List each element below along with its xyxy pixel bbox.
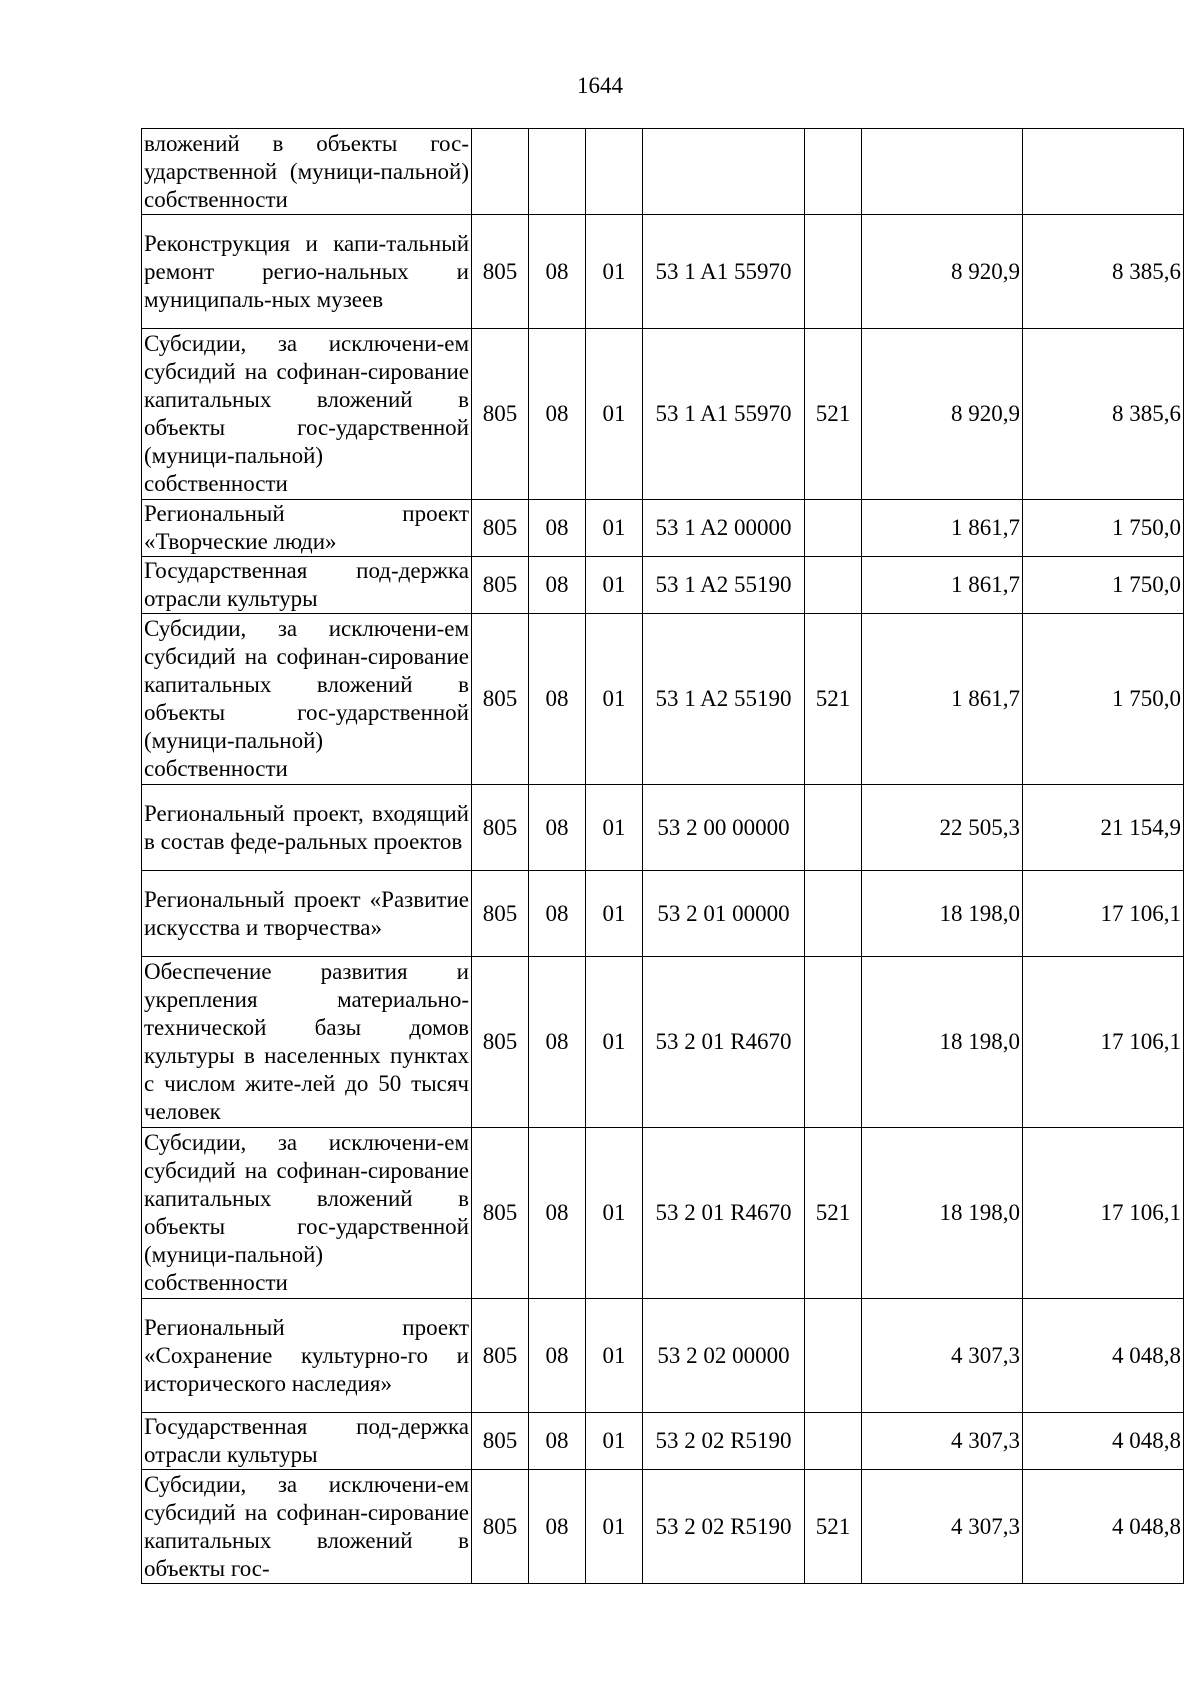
row-csr (643, 129, 805, 215)
row-pr: 01 (586, 329, 643, 500)
row-csr: 53 1 A2 55190 (643, 614, 805, 785)
row-vr (805, 500, 862, 557)
row-rz: 08 (529, 557, 586, 614)
row-sum-1: 18 198,0 (862, 871, 1023, 957)
table-row (142, 215, 1184, 329)
row-rz: 08 (529, 215, 586, 329)
row-rz (529, 129, 586, 215)
row-pr: 01 (586, 785, 643, 871)
row-name: Обеспечение развития и укрепления материально-технической базы домов культуры в населенных пунктах с числом жите-лей до 50 тысяч человек (142, 957, 472, 1128)
row-vr: 521 (805, 1128, 862, 1299)
row-rz: 08 (529, 871, 586, 957)
row-pr: 01 (586, 957, 643, 1128)
row-name: Субсидии, за исключени-ем субсидий на софинан-сирование капитальных вложений в объекты гос-ударственной (муници-пальной) собственности (142, 614, 472, 785)
row-sum-2 (1023, 129, 1184, 215)
row-name: Субсидии, за исключени-ем субсидий на софинан-сирование капитальных вложений в объекты гос- (142, 1470, 472, 1584)
row-rz: 08 (529, 1128, 586, 1299)
row-name: Региональный проект, входящий в состав феде-ральных проектов (142, 785, 472, 871)
row-sum-2: 1 750,0 (1023, 614, 1184, 785)
row-sum-1: 8 920,9 (862, 329, 1023, 500)
row-rz: 08 (529, 329, 586, 500)
row-sum-2: 17 106,1 (1023, 1128, 1184, 1299)
page-number: 1644 (577, 73, 623, 98)
row-ved: 805 (472, 1413, 529, 1470)
row-rz: 08 (529, 785, 586, 871)
row-pr: 01 (586, 614, 643, 785)
row-rz: 08 (529, 1470, 586, 1584)
row-vr (805, 129, 862, 215)
row-sum-2: 8 385,6 (1023, 215, 1184, 329)
row-name: Государственная под-держка отрасли культуры (142, 1413, 472, 1470)
row-csr: 53 2 02 R5190 (643, 1470, 805, 1584)
row-vr (805, 215, 862, 329)
row-ved (472, 129, 529, 215)
row-vr (805, 871, 862, 957)
table-row (142, 614, 1184, 785)
table-row (142, 1470, 1184, 1584)
row-vr: 521 (805, 614, 862, 785)
row-vr: 521 (805, 1470, 862, 1584)
row-pr: 01 (586, 500, 643, 557)
row-name: Государственная под-держка отрасли культуры (142, 557, 472, 614)
row-ved: 805 (472, 614, 529, 785)
row-ved: 805 (472, 871, 529, 957)
row-sum-2: 4 048,8 (1023, 1299, 1184, 1413)
row-sum-2: 8 385,6 (1023, 329, 1184, 500)
row-vr: 521 (805, 329, 862, 500)
row-vr (805, 957, 862, 1128)
row-sum-2: 1 750,0 (1023, 557, 1184, 614)
row-vr (805, 557, 862, 614)
row-ved: 805 (472, 957, 529, 1128)
row-sum-1: 22 505,3 (862, 785, 1023, 871)
row-rz: 08 (529, 1299, 586, 1413)
table-row (142, 500, 1184, 557)
table-row (142, 957, 1184, 1128)
table-row (142, 129, 1184, 215)
row-sum-2: 21 154,9 (1023, 785, 1184, 871)
row-ved: 805 (472, 785, 529, 871)
row-rz: 08 (529, 1413, 586, 1470)
row-sum-1: 1 861,7 (862, 557, 1023, 614)
row-pr: 01 (586, 1299, 643, 1413)
row-csr: 53 1 A2 00000 (643, 500, 805, 557)
row-sum-2: 1 750,0 (1023, 500, 1184, 557)
row-vr (805, 1413, 862, 1470)
row-csr: 53 1 A1 55970 (643, 329, 805, 500)
row-sum-2: 17 106,1 (1023, 957, 1184, 1128)
row-sum-1 (862, 129, 1023, 215)
row-sum-1: 8 920,9 (862, 215, 1023, 329)
row-rz: 08 (529, 957, 586, 1128)
row-vr (805, 785, 862, 871)
table-row (142, 1128, 1184, 1299)
row-name: Субсидии, за исключени-ем субсидий на софинан-сирование капитальных вложений в объекты гос-ударственной (муници-пальной) собственности (142, 1128, 472, 1299)
row-csr: 53 1 A1 55970 (643, 215, 805, 329)
row-csr: 53 2 01 00000 (643, 871, 805, 957)
row-sum-1: 18 198,0 (862, 957, 1023, 1128)
budget-table (141, 128, 1184, 1584)
row-sum-2: 17 106,1 (1023, 871, 1184, 957)
row-name: Региональный проект «Развитие искусства и творчества» (142, 871, 472, 957)
row-pr: 01 (586, 1128, 643, 1299)
row-ved: 805 (472, 1299, 529, 1413)
row-rz: 08 (529, 614, 586, 785)
row-name: Реконструкция и капи-тальный ремонт регио-нальных и муниципаль-ных музеев (142, 215, 472, 329)
row-name: Субсидии, за исключени-ем субсидий на софинан-сирование капитальных вложений в объекты гос-ударственной (муници-пальной) собственности (142, 329, 472, 500)
row-vr (805, 1299, 862, 1413)
row-sum-1: 4 307,3 (862, 1470, 1023, 1584)
table-row (142, 1413, 1184, 1470)
row-pr: 01 (586, 1470, 643, 1584)
table-row (142, 871, 1184, 957)
row-name: Региональный проект «Сохранение культурно-го и исторического наследия» (142, 1299, 472, 1413)
row-rz: 08 (529, 500, 586, 557)
table-row (142, 557, 1184, 614)
row-ved: 805 (472, 557, 529, 614)
row-csr: 53 2 01 R4670 (643, 1128, 805, 1299)
row-ved: 805 (472, 1470, 529, 1584)
row-sum-2: 4 048,8 (1023, 1413, 1184, 1470)
row-pr (586, 129, 643, 215)
row-sum-1: 18 198,0 (862, 1128, 1023, 1299)
row-ved: 805 (472, 500, 529, 557)
row-name: Региональный проект «Творческие люди» (142, 500, 472, 557)
row-pr: 01 (586, 215, 643, 329)
row-ved: 805 (472, 329, 529, 500)
row-csr: 53 2 02 R5190 (643, 1413, 805, 1470)
table-row (142, 785, 1184, 871)
row-csr: 53 2 00 00000 (643, 785, 805, 871)
table-row (142, 1299, 1184, 1413)
row-sum-1: 1 861,7 (862, 500, 1023, 557)
row-pr: 01 (586, 1413, 643, 1470)
row-csr: 53 1 A2 55190 (643, 557, 805, 614)
table-row (142, 329, 1184, 500)
row-sum-1: 4 307,3 (862, 1299, 1023, 1413)
row-sum-2: 4 048,8 (1023, 1470, 1184, 1584)
row-sum-1: 1 861,7 (862, 614, 1023, 785)
row-pr: 01 (586, 557, 643, 614)
row-csr: 53 2 02 00000 (643, 1299, 805, 1413)
row-sum-1: 4 307,3 (862, 1413, 1023, 1470)
row-pr: 01 (586, 871, 643, 957)
row-name: вложений в объекты гос-ударственной (муници-пальной) собственности (142, 129, 472, 215)
row-ved: 805 (472, 1128, 529, 1299)
row-csr: 53 2 01 R4670 (643, 957, 805, 1128)
row-ved: 805 (472, 215, 529, 329)
